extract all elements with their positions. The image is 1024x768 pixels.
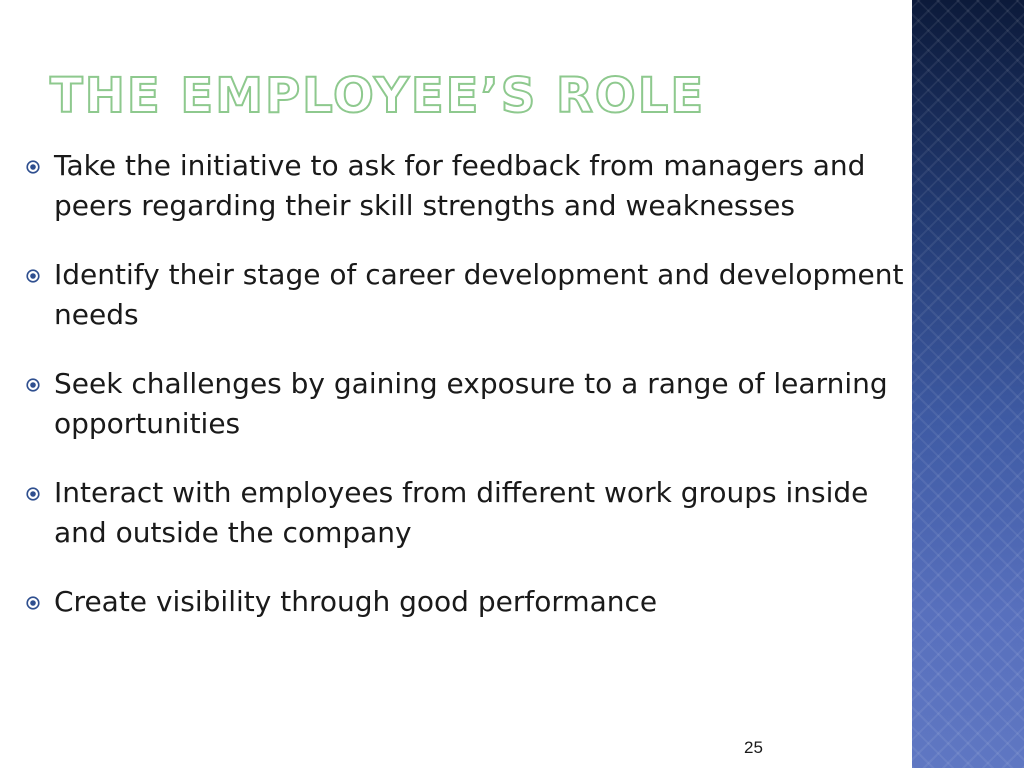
circle-dot-icon <box>26 487 40 501</box>
bullet-item <box>24 582 924 622</box>
circle-dot-icon <box>26 596 40 610</box>
circle-dot-icon <box>26 160 40 174</box>
bullet-text: Identify their stage of career development and development needs <box>54 258 904 331</box>
slide-title: THE EMPLOYEE’S ROLE <box>50 68 706 124</box>
bullet-list <box>24 146 924 651</box>
bullet-text: Interact with employees from different work groups inside and outside the company <box>54 476 869 549</box>
bullet-item <box>24 473 924 553</box>
slide-number: 25 <box>744 738 763 757</box>
bullet-item <box>24 255 924 335</box>
bullet-text: Take the initiative to ask for feedback from managers and peers regarding their skill strengths and weaknesses <box>54 149 866 222</box>
decorative-side-band <box>912 0 1024 768</box>
bullet-text: Create visibility through good performance <box>54 585 658 618</box>
bullet-text: Seek challenges by gaining exposure to a range of learning opportunities <box>54 367 888 440</box>
circle-dot-icon <box>26 378 40 392</box>
bullet-item <box>24 146 924 226</box>
circle-dot-icon <box>26 269 40 283</box>
bullet-item <box>24 364 924 444</box>
